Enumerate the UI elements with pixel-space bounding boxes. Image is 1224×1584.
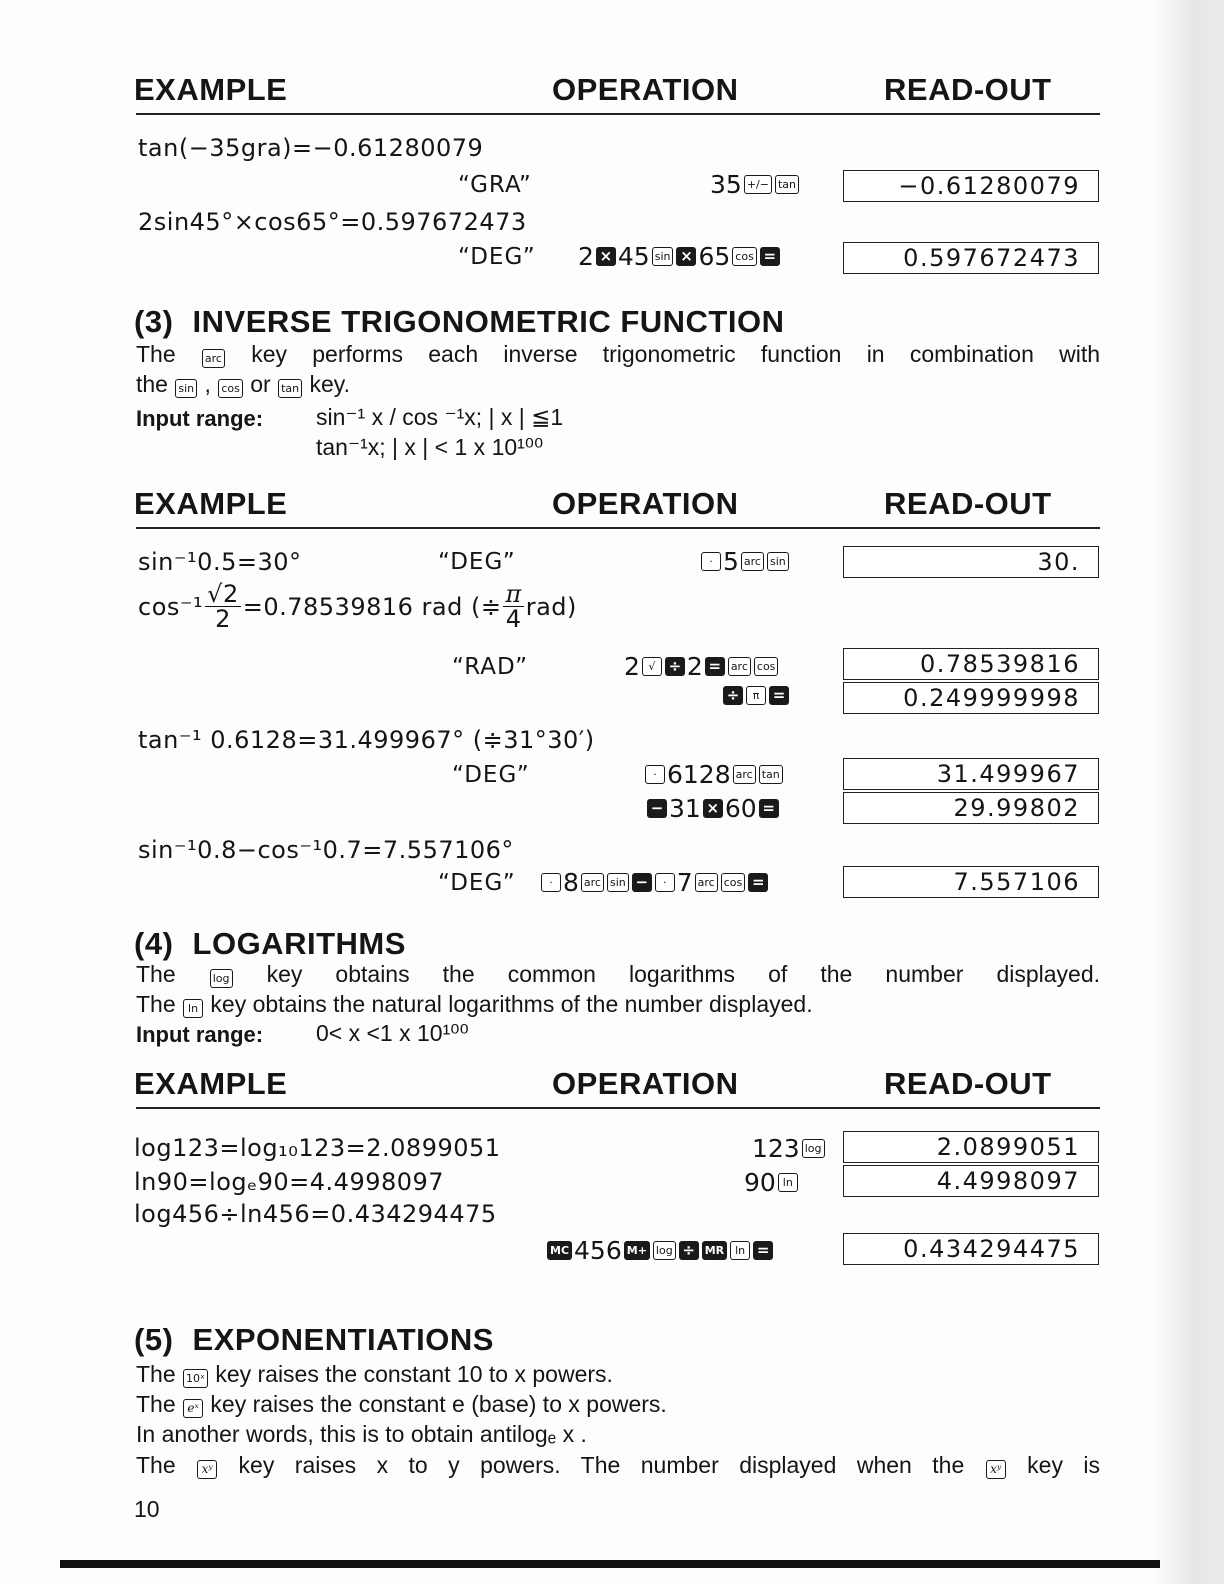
pi-fraction: $\frac{\pi}{4}$ — [505, 580, 522, 633]
page-number: 10 — [134, 1496, 160, 1522]
header-example: EXAMPLE — [134, 72, 288, 107]
key-sequence: − 31 × 60 = — [646, 794, 780, 823]
pi-key: π — [746, 686, 766, 705]
header-rule — [136, 527, 1100, 529]
page-edge-shadow — [1152, 0, 1224, 1584]
angle-mode: “GRA” — [458, 172, 532, 198]
minus-key: − — [647, 799, 667, 818]
angle-mode: “RAD” — [452, 654, 528, 680]
arc-key-icon: arc — [202, 349, 225, 368]
readout-box: 0.78539816 — [843, 648, 1099, 680]
readout-box: 29.99802 — [843, 792, 1099, 824]
example-expression: tan(−35gra)=−0.61280079 — [138, 134, 484, 162]
section-heading: (3) INVERSE TRIGONOMETRIC FUNCTION — [134, 304, 785, 339]
readout-box: 0.597672473 — [843, 242, 1099, 274]
key-sequence: 35 +/− tan — [710, 170, 800, 199]
cos-key: cos — [732, 247, 757, 266]
example-expression: ln90=logₑ90=4.4998097 — [134, 1168, 445, 1196]
readout-box: −0.61280079 — [843, 170, 1099, 202]
key-sequence — [722, 686, 790, 705]
ln-key: ln — [730, 1241, 750, 1260]
equals-key: = — [753, 1241, 773, 1260]
header-readout: READ-OUT — [884, 72, 1052, 107]
arc-key: arc — [581, 873, 604, 892]
header-readout: READ-OUT — [884, 1066, 1052, 1101]
arc-key: arc — [733, 765, 756, 784]
paragraph-line: The ln key obtains the natural logarithms of the number displayed. — [136, 991, 813, 1017]
example-expression: sin⁻¹0.8−cos⁻¹0.7=7.557106° — [138, 836, 514, 864]
readout-box: 4.4998097 — [843, 1165, 1099, 1197]
paragraph-line: The 10ˣ key raises the constant 10 to x powers. — [136, 1361, 613, 1387]
paragraph-line: In another words, this is to obtain antilogₑ x . — [136, 1421, 587, 1447]
memory-recall-key: MR — [702, 1241, 727, 1260]
input-range-label: Input range: — [136, 406, 264, 431]
example-expression: cos⁻¹ $\frac{√2}{2}$ =0.78539816 rad (≑ $\frac{\pi}{4}$ rad) — [138, 580, 577, 633]
tan-key-icon: tan — [278, 379, 302, 398]
tan-key: tan — [759, 765, 783, 784]
multiply-key: × — [596, 247, 616, 266]
paragraph-line: the sin , cos or tan key. — [136, 371, 350, 397]
arc-key: arc — [741, 552, 764, 571]
readout-box: 0.434294475 — [843, 1233, 1099, 1265]
scan-bottom-edge — [60, 1560, 1160, 1568]
header-rule — [136, 113, 1100, 115]
example-expression: 2sin45°×cos65°=0.597672473 — [138, 208, 527, 236]
cos-key: cos — [721, 873, 746, 892]
tan-key: tan — [775, 175, 799, 194]
key-sequence: 123 log — [752, 1134, 826, 1163]
log-key: log — [653, 1241, 676, 1260]
readout-box: 7.557106 — [843, 866, 1099, 898]
example-expression: log456÷ln456=0.434294475 — [134, 1200, 497, 1228]
multiply-key: × — [676, 247, 696, 266]
angle-mode: “DEG” — [458, 244, 536, 270]
equals-key: = — [769, 686, 789, 705]
key-sequence: 90 ln — [744, 1168, 799, 1197]
section-heading: (4) LOGARITHMS — [134, 926, 406, 961]
sin-key-icon: sin — [175, 379, 197, 398]
decimal-key: · — [701, 552, 721, 571]
readout-box: 2.0899051 — [843, 1131, 1099, 1163]
ten-power-key-icon: 10ˣ — [183, 1369, 208, 1388]
key-sequence: · 5 arc sin — [700, 547, 790, 576]
sin-key: sin — [652, 247, 674, 266]
input-range: 0< x <1 x 10¹⁰⁰ — [316, 1020, 469, 1046]
minus-key: − — [632, 873, 652, 892]
readout-box: 31.499967 — [843, 758, 1099, 790]
input-range-label: Input range: — [136, 1022, 264, 1047]
divide-key: ÷ — [665, 657, 685, 676]
sqrt-key: √ — [642, 657, 662, 676]
memory-clear-key: MC — [547, 1241, 572, 1260]
ln-key: ln — [778, 1173, 798, 1192]
arc-key: arc — [695, 873, 718, 892]
x-power-y-key-icon: xʸ — [197, 1460, 217, 1479]
decimal-key: · — [541, 873, 561, 892]
sin-key: sin — [767, 552, 789, 571]
log-key-icon: log — [210, 969, 233, 988]
header-example: EXAMPLE — [134, 1066, 288, 1101]
angle-mode: “DEG” — [438, 549, 516, 575]
paragraph-line: The eˣ key raises the constant e (base) to x powers. — [136, 1391, 667, 1417]
header-readout: READ-OUT — [884, 486, 1052, 521]
equals-key: = — [760, 247, 780, 266]
angle-mode: “DEG” — [452, 762, 530, 788]
equals-key: = — [748, 873, 768, 892]
header-operation: OPERATION — [552, 486, 739, 521]
sin-key: sin — [607, 873, 629, 892]
key-sequence: · 6128 arc tan — [644, 760, 784, 789]
example-expression: sin⁻¹0.5=30° — [138, 548, 302, 576]
key-sequence: 2 × 45 sin × 65 cos = — [578, 242, 781, 271]
paragraph-line: The arc key performs each inverse trigonometric function in combination with — [136, 341, 1101, 367]
paragraph-line: The log key obtains the common logarithms of the number displayed. — [136, 961, 1101, 987]
divide-key: ÷ — [723, 686, 743, 705]
decimal-key: · — [645, 765, 665, 784]
equals-key: = — [705, 657, 725, 676]
e-power-key-icon: eˣ — [183, 1399, 203, 1418]
example-expression: tan⁻¹ 0.6128=31.499967° (≑31°30′) — [138, 726, 595, 754]
decimal-key: · — [655, 873, 675, 892]
key-sequence: MC 456 M+ log ÷ MR ln = — [546, 1236, 774, 1265]
header-operation: OPERATION — [552, 1066, 739, 1101]
fraction: $\frac{√2}{2}$ — [207, 580, 239, 633]
x-power-y-key-icon: xʸ — [986, 1460, 1006, 1479]
header-example: EXAMPLE — [134, 486, 288, 521]
section-heading: (5) EXPONENTIATIONS — [134, 1322, 494, 1357]
multiply-key: × — [703, 799, 723, 818]
key-sequence: · 8 arc sin − · 7 arc cos = — [540, 868, 769, 897]
equals-key: = — [759, 799, 779, 818]
divide-key: ÷ — [679, 1241, 699, 1260]
header-rule — [136, 1107, 1100, 1109]
cos-key: cos — [754, 657, 779, 676]
readout-box: 30. — [843, 546, 1099, 578]
readout-box: 0.249999998 — [843, 682, 1099, 714]
ln-key-icon: ln — [183, 999, 203, 1018]
input-range-2: tan⁻¹x; | x | < 1 x 10¹⁰⁰ — [316, 434, 544, 460]
key-sequence: 2 √ ÷ 2 = arc cos — [624, 652, 779, 681]
input-range-1: sin⁻¹ x / cos ⁻¹x; | x | ≦1 — [316, 404, 564, 430]
angle-mode: “DEG” — [438, 870, 516, 896]
log-key: log — [802, 1139, 825, 1158]
memory-plus-key: M+ — [624, 1241, 650, 1260]
arc-key: arc — [728, 657, 751, 676]
sign-key: +/− — [744, 175, 772, 194]
paragraph-line: The xʸ key raises x to y powers. The number displayed when the xʸ key is — [136, 1452, 1101, 1478]
example-expression: log123=log₁₀123=2.0899051 — [134, 1134, 501, 1162]
header-operation: OPERATION — [552, 72, 739, 107]
cos-key-icon: cos — [218, 379, 243, 398]
